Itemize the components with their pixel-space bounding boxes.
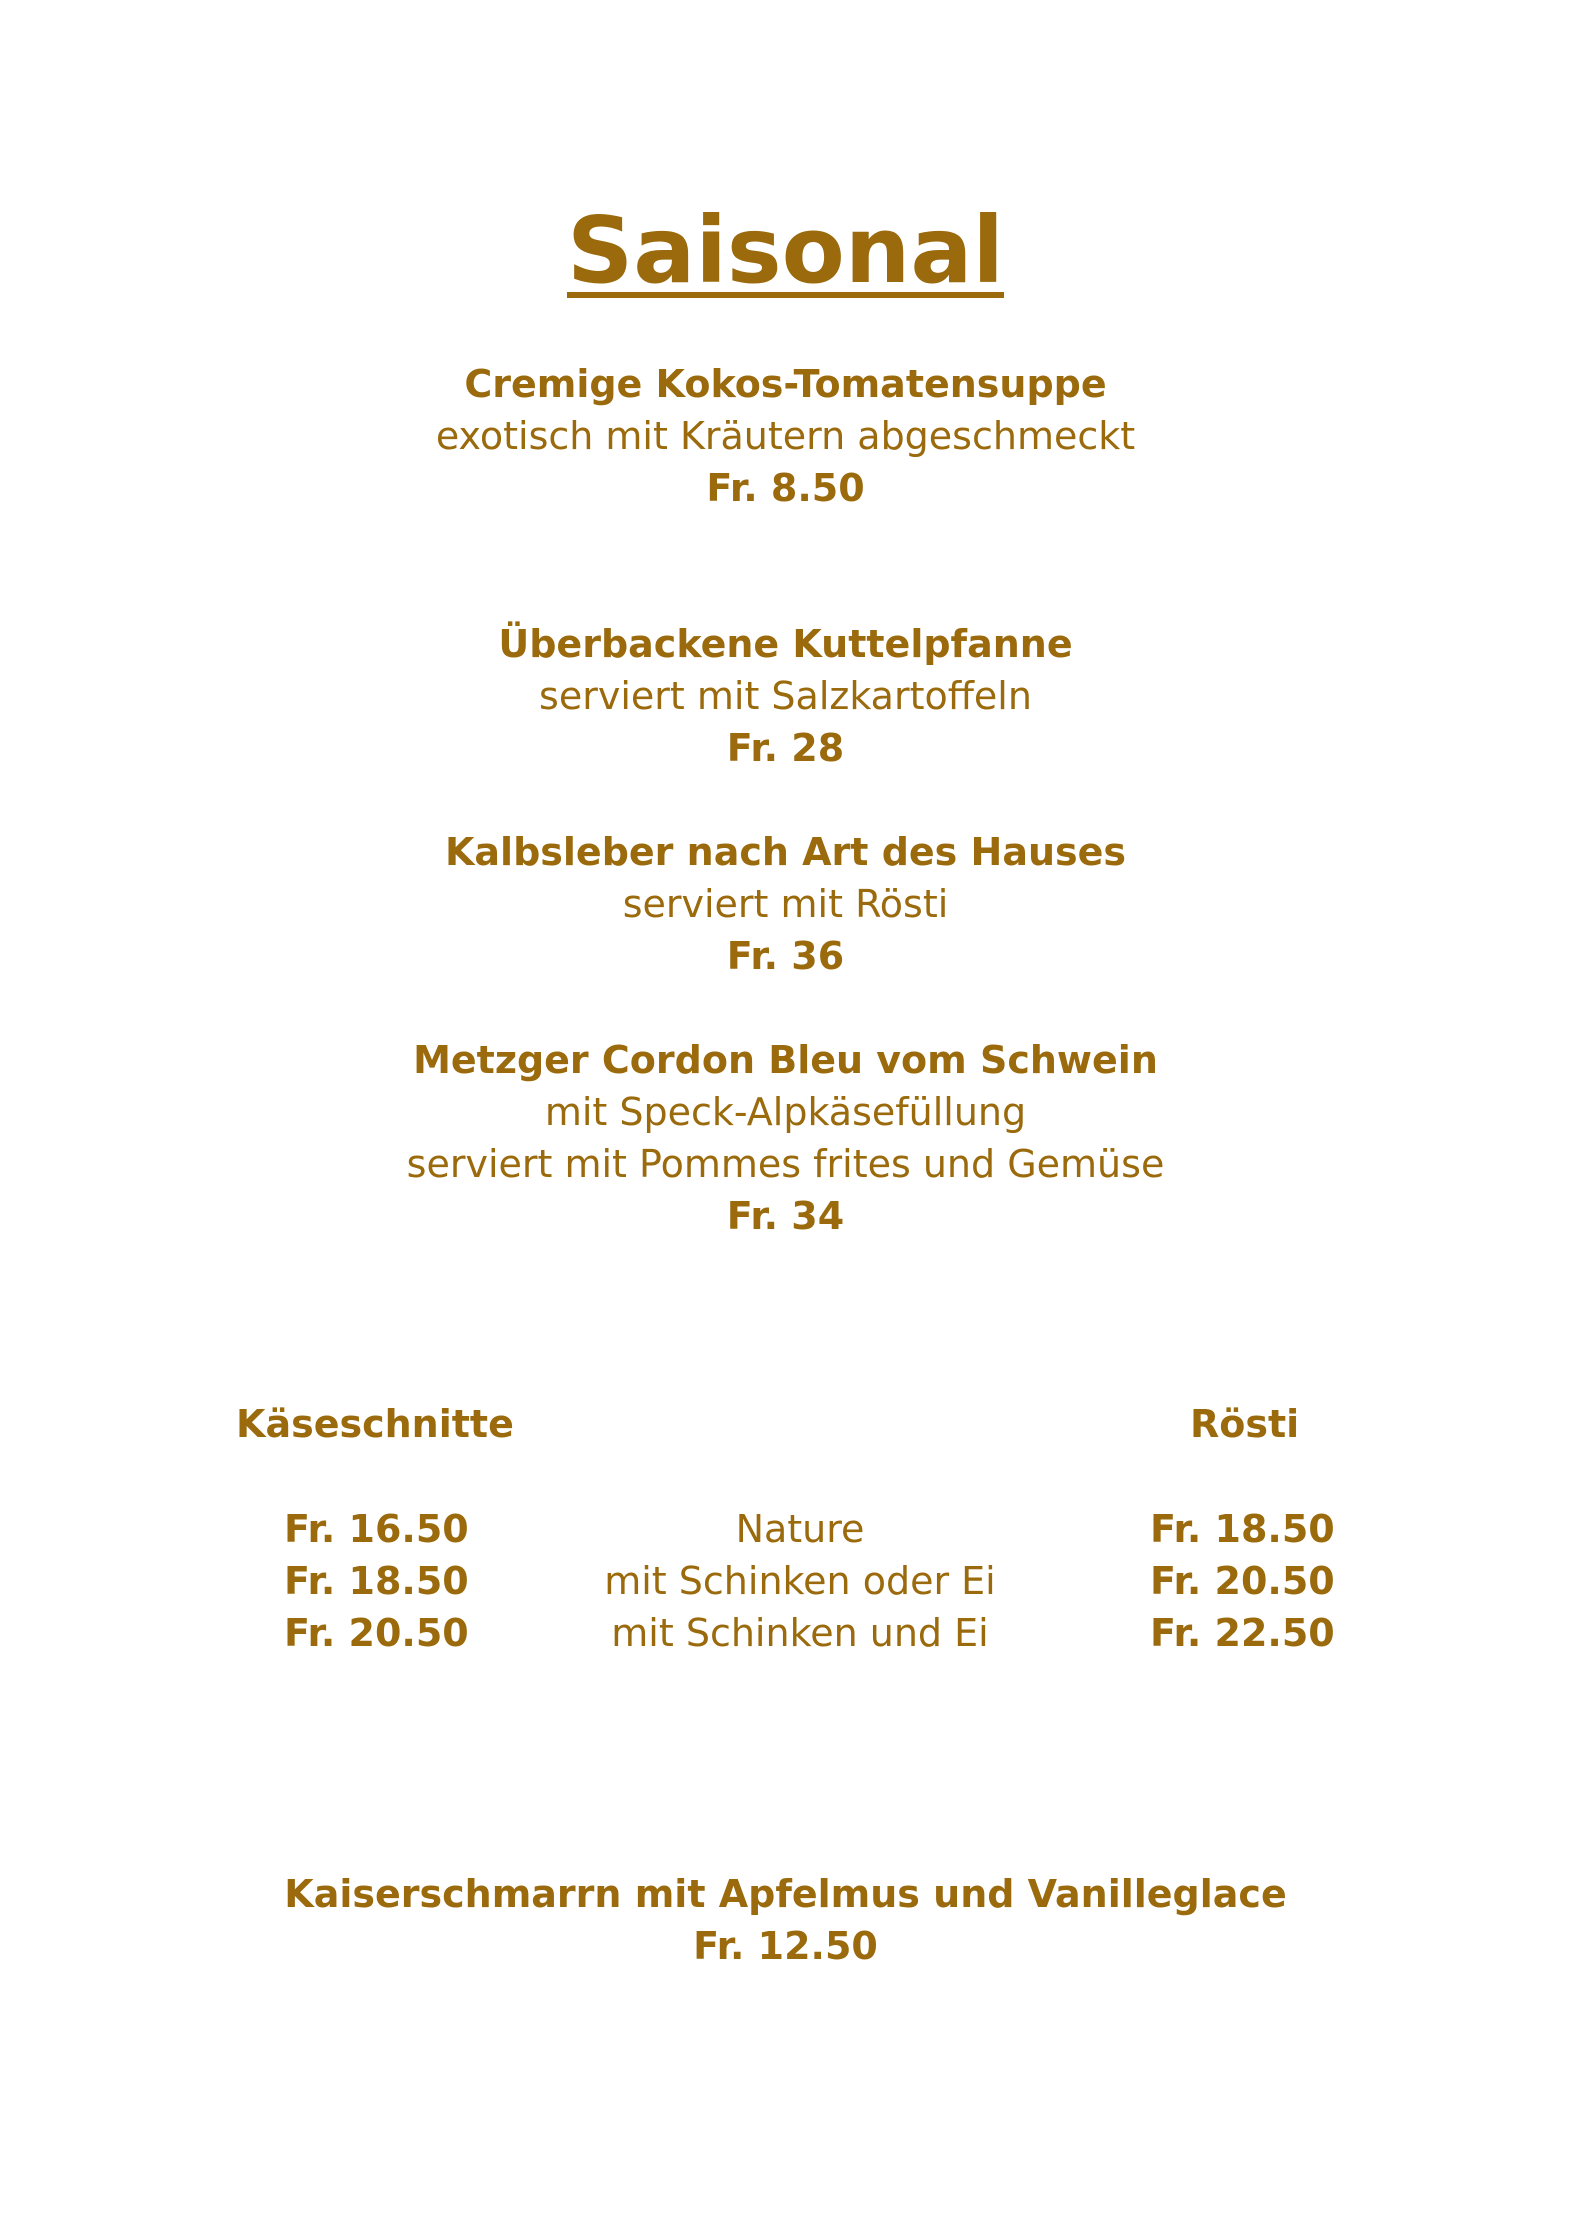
dish-price: Fr. 36 [726,934,845,978]
kaeseschnitte-price: Fr. 18.50 [284,1559,469,1603]
dish-name: Kalbsleber nach Art des Hauses [444,830,1127,874]
dish-price: Fr. 28 [726,726,845,770]
dish-description: serviert mit Pommes frites und Gemüse [406,1142,1165,1186]
roesti-price: Fr. 22.50 [1150,1611,1335,1655]
dish-price: Fr. 8.50 [706,466,865,510]
roesti-header: Rösti [1190,1402,1300,1446]
page-title-text: Saisonal [567,197,1004,304]
dish-description: exotisch mit Kräutern abgeschmeckt [435,414,1136,458]
variant-label: mit Schinken und Ei [611,1611,989,1655]
kaeseschnitte-price: Fr. 20.50 [284,1611,469,1655]
dish-description: serviert mit Rösti [622,882,949,926]
variant-label: mit Schinken oder Ei [604,1559,996,1603]
dish-description: mit Speck-Alpkäsefüllung [544,1090,1027,1134]
variant-label: Nature [735,1507,865,1551]
dish-name: Überbackene Kuttelpfanne [498,622,1073,666]
page-title [0,196,1571,306]
kaeseschnitte-header: Käseschnitte [236,1402,514,1446]
dessert-price: Fr. 12.50 [693,1924,878,1968]
dessert-name: Kaiserschmarrn mit Apfelmus und Vanilleglace [284,1872,1287,1916]
roesti-price: Fr. 20.50 [1150,1559,1335,1603]
kaeseschnitte-price: Fr. 16.50 [284,1507,469,1551]
dish-name: Cremige Kokos-Tomatensuppe [464,362,1107,406]
dish-description: serviert mit Salzkartoffeln [539,674,1032,718]
roesti-price: Fr. 18.50 [1150,1507,1335,1551]
dish-name: Metzger Cordon Bleu vom Schwein [413,1038,1158,1082]
dish-price: Fr. 34 [726,1194,845,1238]
